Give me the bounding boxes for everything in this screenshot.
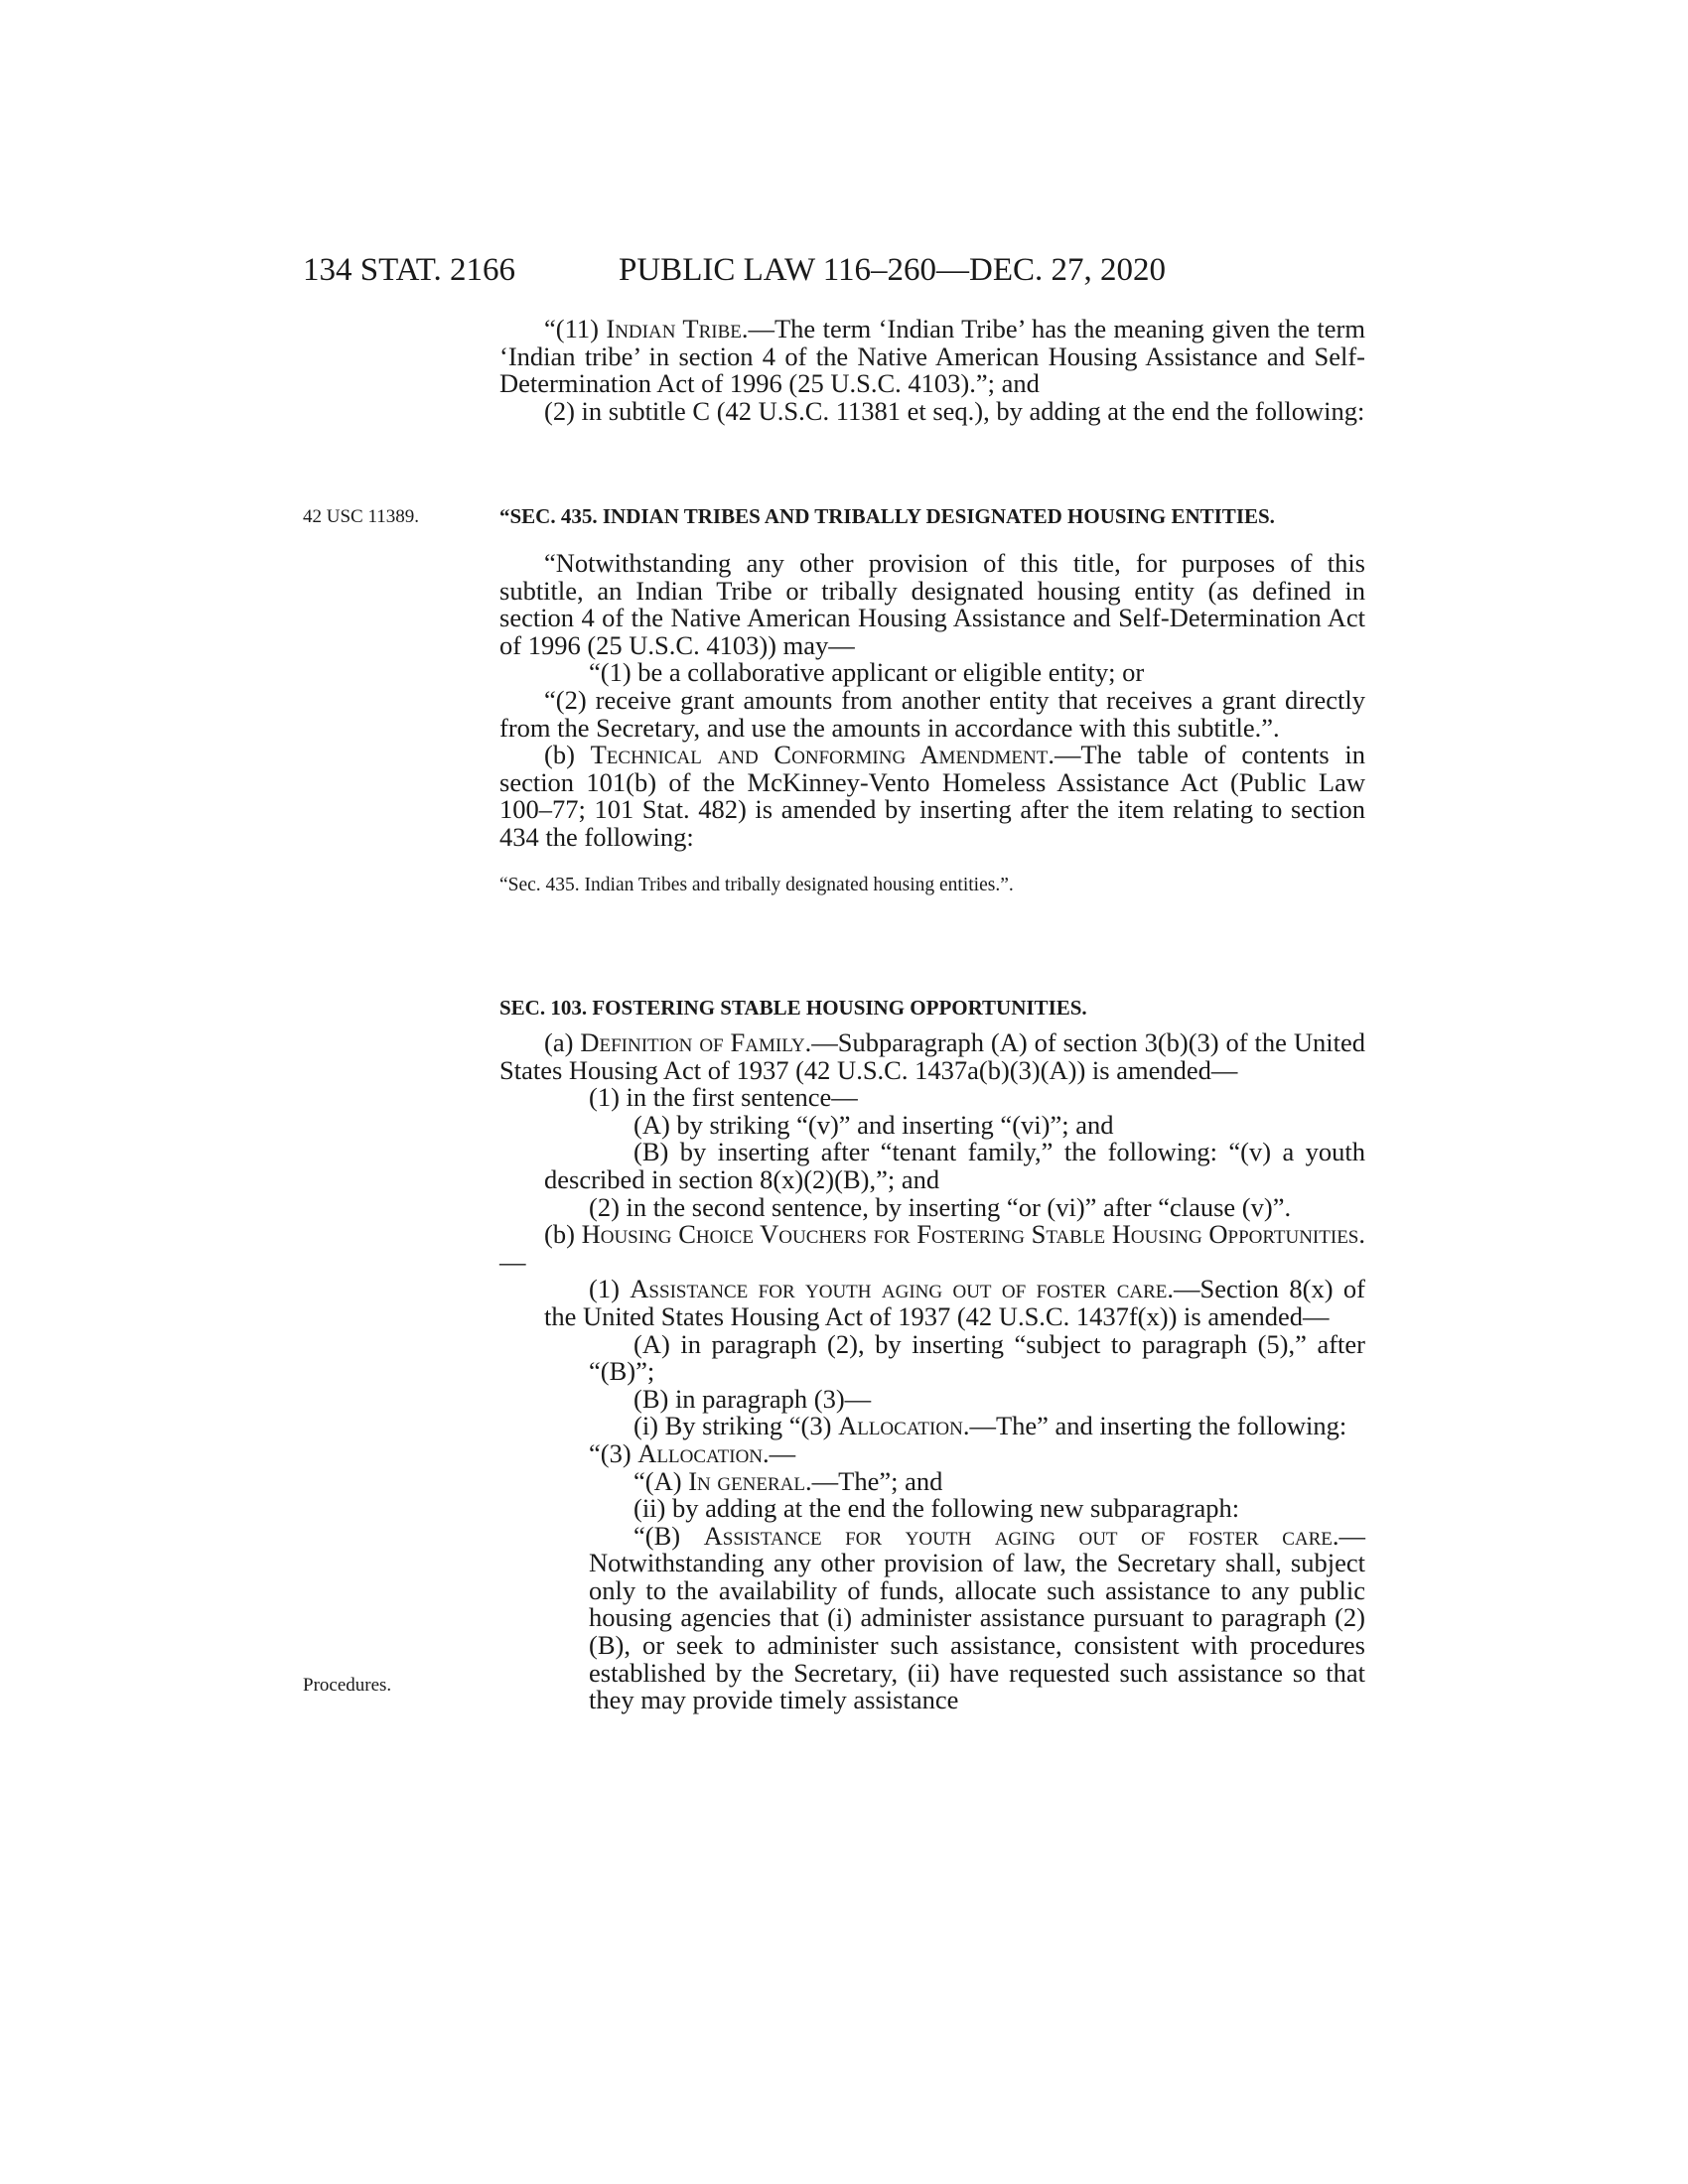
sec-102-b-conforming-amendment: (b) Technical and Conforming Amendment.—The table of contents in section 101(b) of the McKinney-Vento Homeless Assistance Act (Public Law 100–77; 101 Stat. 482) is amended by inserting after the item relating to section 434 the following:	[499, 740, 1365, 852]
sec-435-heading: “SEC. 435. INDIAN TRIBES AND TRIBALLY DESIGNATED HOUSING ENTITIES.	[499, 504, 1275, 528]
paragraph-2-subtitle-c: (2) in subtitle C (42 U.S.C. 11381 et seq.), by adding at the end the following:	[544, 395, 1365, 426]
sec-435-item-1: “(1) be a collaborative applicant or eligible entity; or	[589, 657, 1145, 688]
margin-note-usc: 42 USC 11389.	[303, 506, 420, 527]
margin-note-procedures: Procedures.	[303, 1675, 392, 1696]
sec-103-b-1: (1) Assistance for youth aging out of foster care.—Section 8(x) of the United States Housing Act of 1937 (42 U.S.C. 1437f(x)) is amended—	[544, 1274, 1365, 1331]
toc-entry-sec-435: “Sec. 435. Indian Tribes and tribally designated housing entities.”.	[499, 874, 1014, 895]
stat-reference: 134 STAT. 2166	[303, 252, 516, 288]
text-block-top	[499, 316, 1365, 425]
sec-103-a-1-B: (B) by inserting after “tenant family,” the following: “(v) a youth described in section 8(x)(2)(B),”; and	[544, 1137, 1365, 1194]
sec-103-heading: SEC. 103. FOSTERING STABLE HOUSING OPPORTUNITIES.	[499, 996, 1087, 1020]
quoted-subparagraph-B-foster-care: “(B) Assistance for youth aging out of foster care.—Notwithstanding any other provision of law, the Secretary shall, subject only to the availability of funds, allocate such assistance to any public housing agencies that (i) administer assistance pursuant to paragraph (2)(B), or seek to administer such assistance, consistent with procedures established by the Secretary, (ii) have requested such assistance so that they may provide timely assistance	[589, 1520, 1365, 1715]
quoted-paragraph-3-allocation: “(3) Allocation.—	[589, 1437, 796, 1468]
text-block-sec-103	[499, 996, 1365, 1714]
sec-103-a-1-A: (A) by striking “(v)” and inserting “(vi)”; and	[633, 1109, 1114, 1140]
text-block-sec-435	[499, 504, 1365, 898]
sec-435-intro: “Notwithstanding any other provision of this title, for purposes of this subtitle, an Indian Tribe or tribally designated housing entity (as defined in section 4 of the Native American Housing Assistance and Self-Determination Act of 1996 (25 U.S.C. 4103)) may—	[499, 548, 1365, 660]
paragraph-11-indian-tribe: “(11) Indian Tribe.—The term ‘Indian Tribe’ has the meaning given the term ‘Indian tribe’ in section 4 of the Native American Housing Assistance and Self-Determination Act of 1996 (25 U.S.C. 4103).”; and	[499, 314, 1365, 399]
sec-103-b-1-B: (B) in paragraph (3)—	[633, 1383, 872, 1414]
sec-103-b-1-B-ii: (ii) by adding at the end the following new subparagraph:	[633, 1493, 1240, 1524]
sec-103-b-1-A: (A) in paragraph (2), by inserting “subject to paragraph (5),” after “(B)”;	[589, 1328, 1365, 1387]
sec-103-b-1-B-i: (i) By striking “(3) Allocation.—The” and inserting the following:	[633, 1411, 1347, 1441]
sec-103-a-2: (2) in the second sentence, by inserting “or (vi)” after “clause (v)”.	[589, 1191, 1292, 1222]
sec-103-a-1: (1) in the first sentence—	[589, 1082, 858, 1113]
sec-103-a-definition-of-family: (a) Definition of Family.—Subparagraph (A) of section 3(b)(3) of the United States Housing Act of 1937 (42 U.S.C. 1437a(b)(3)(A)) is amended—	[499, 1027, 1365, 1085]
sec-435-item-2: “(2) receive grant amounts from another entity that receives a grant directly from the Secretary, and use the amounts in accordance with this subtitle.”.	[499, 684, 1365, 743]
quoted-subparagraph-A-in-general: “(A) In general.—The”; and	[633, 1465, 943, 1496]
sec-103-b-housing-choice-vouchers: (b) Housing Choice Vouchers for Fostering Stable Housing Opportunities.—	[499, 1219, 1365, 1277]
running-head-law-title: PUBLIC LAW 116–260—DEC. 27, 2020	[619, 252, 1167, 288]
